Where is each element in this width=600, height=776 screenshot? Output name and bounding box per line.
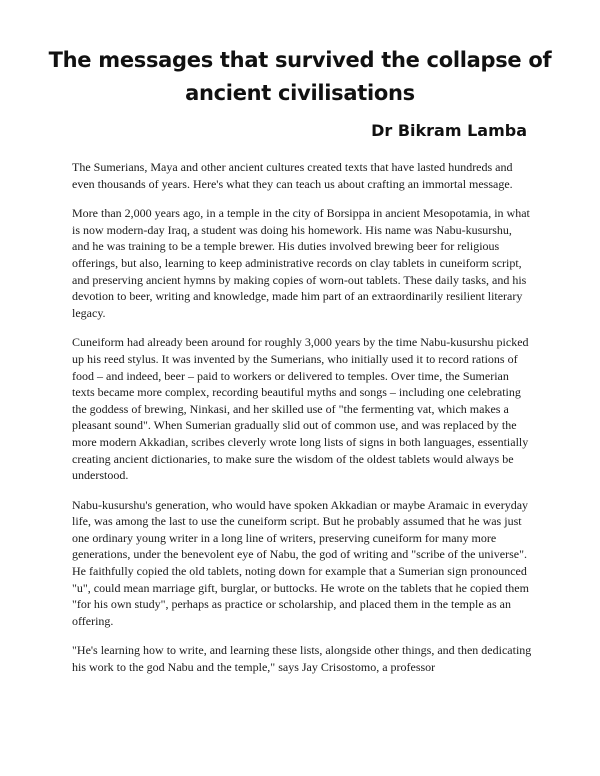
paragraph: Nabu-kusurshu's generation, who would have spoken Akkadian or maybe Aramaic in everyday life, was among the last to use the cuneiform script. But he probably assumed that he was just one ordinary young writer in a long line of writers, preserving cuneiform for many more generations, under the benevolent eye of Nabu, the god of writing and "scribe of the universe". He faithfully copied the old tablets, noting down for example that a Sumerian sign pronounced "u", could mean marriage gift, burglar, or buttocks. He wrote on the tablets that he copied them "for his own study", perhaps as practice or scholarship, and placed them in the temple as an offering. xyxy=(72,497,529,628)
author-name: Dr Bikram Lamba xyxy=(371,121,527,140)
paragraph: More than 2,000 years ago, in a temple in the city of Borsippa in ancient Mesopotamia, in what is now modern-day Iraq, a student was doing his homework. His name was Nabu-kusurshu, and he was training to be a temple brewer. His duties involved brewing beer for religious offerings, but also, learning to keep administrative records on clay tablets in cuneiform script, and preserving ancient hymns by making copies of worn-out tablets. These daily tasks, and his devotion to beer, writing and knowledge, made him part of an extraordinarily resilient literary legacy. xyxy=(72,206,530,320)
article-body xyxy=(72,159,532,689)
paragraph-intro: The Sumerians, Maya and other ancient cultures created texts that have lasted hundreds and even thousands of years. Here's what they can teach us about crafting an immortal message. xyxy=(72,160,513,191)
paragraph: Cuneiform had already been around for roughly 3,000 years by the time Nabu-kusurshu picked up his reed stylus. It was invented by the Sumerians, who initially used it to record rations of food – and indeed, beer – paid to workers or delivered to temples. Over time, the Sumerian texts became more complex, recording beautiful myths and songs – including one celebrating the goddess of brewing, Ninkasi, and her skilled use of "the fermenting vat, which makes a pleasant sound". When Sumerian gradually slid out of common use, and was replaced by the more modern Akkadian, scribes cleverly wrote long lists of signs in both languages, essentially creating ancient dictionaries, to make sure the wisdom of the oldest tablets would always be understood. xyxy=(72,335,529,483)
article-title: The messages that survived the collapse of ancient civilisations xyxy=(48,48,552,105)
paragraph: "He's learning how to write, and learning these lists, alongside other things, and then dedicating his work to the god Nabu and the temple," says Jay Crisostomo, a professor xyxy=(72,643,532,675)
